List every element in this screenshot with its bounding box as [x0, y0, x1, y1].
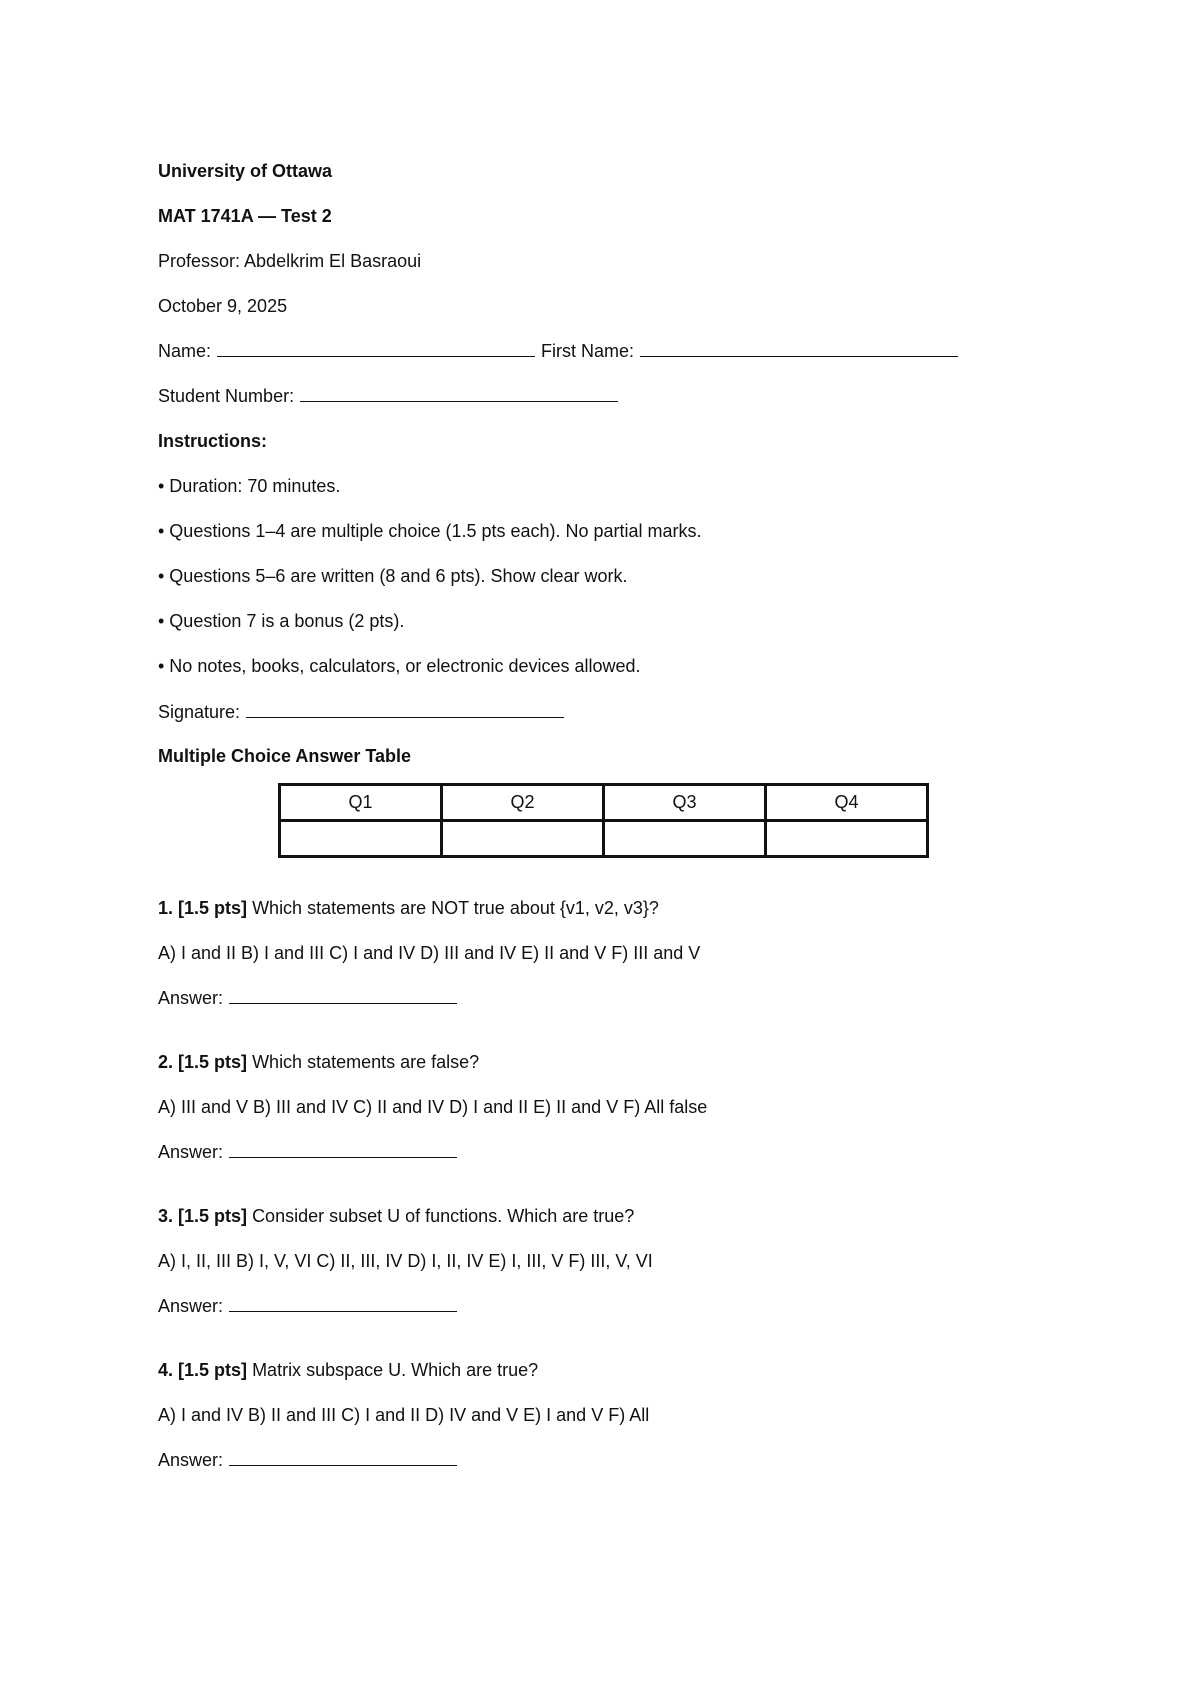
professor-line: Professor: Abdelkrim El Basraoui — [158, 251, 422, 271]
answer-cell-q3[interactable] — [604, 821, 766, 857]
question-4-answer-row — [158, 1448, 457, 1472]
answer-table — [278, 783, 929, 858]
signature-label: Signature: — [158, 702, 241, 722]
question-number: 4. — [158, 1360, 174, 1380]
name-label: Name: — [158, 341, 212, 361]
question-1-answer-row — [158, 986, 457, 1010]
question-1 — [158, 896, 659, 920]
answer-label: Answer: — [158, 1142, 224, 1162]
exam-page — [158, 0, 1058, 1696]
name-field[interactable] — [217, 340, 535, 357]
instruction-item: • Questions 5–6 are written (8 and 6 pts). Show clear work. — [158, 566, 628, 586]
question-2-answer-row — [158, 1140, 457, 1164]
answer-table-header-q3: Q3 — [604, 785, 766, 821]
question-number: 2. — [158, 1052, 174, 1072]
answer-cell-q1[interactable] — [280, 821, 442, 857]
student-number-label: Student Number: — [158, 386, 295, 406]
exam-date: October 9, 2025 — [158, 296, 288, 316]
answer-cell-q4[interactable] — [766, 821, 928, 857]
answer-label: Answer: — [158, 1450, 224, 1470]
answer-label: Answer: — [158, 988, 224, 1008]
question-2-answer-field[interactable] — [229, 1141, 457, 1158]
question-1-options: A) I and II B) I and III C) I and IV D) III and IV E) II and V F) III and V — [158, 943, 701, 963]
first-name-label: First Name: — [541, 341, 635, 361]
student-number-field[interactable] — [300, 385, 618, 402]
name-row — [158, 339, 958, 363]
answer-table-input-row — [280, 821, 928, 857]
answer-table-heading: Multiple Choice Answer Table — [158, 746, 412, 766]
answer-table-header-q4: Q4 — [766, 785, 928, 821]
instruction-item: • Questions 1–4 are multiple choice (1.5 pts each). No partial marks. — [158, 521, 702, 541]
question-points: [1.5 pts] — [178, 1206, 248, 1226]
question-4-options: A) I and IV B) II and III C) I and II D) IV and V E) I and V F) All — [158, 1405, 650, 1425]
question-4-answer-field[interactable] — [229, 1449, 457, 1466]
first-name-field[interactable] — [640, 340, 958, 357]
question-1-answer-field[interactable] — [229, 987, 457, 1004]
question-3-answer-field[interactable] — [229, 1295, 457, 1312]
student-number-row — [158, 384, 618, 408]
instruction-item: • No notes, books, calculators, or electronic devices allowed. — [158, 656, 641, 676]
signature-row — [158, 700, 564, 724]
question-number: 1. — [158, 898, 174, 918]
answer-label: Answer: — [158, 1296, 224, 1316]
question-3-answer-row — [158, 1294, 457, 1318]
question-text: Consider subset U of functions. Which are true? — [252, 1206, 635, 1226]
question-text: Matrix subspace U. Which are true? — [252, 1360, 539, 1380]
question-points: [1.5 pts] — [178, 1052, 248, 1072]
answer-cell-q2[interactable] — [442, 821, 604, 857]
question-4 — [158, 1358, 538, 1382]
question-points: [1.5 pts] — [178, 898, 248, 918]
question-number: 3. — [158, 1206, 174, 1226]
question-text: Which statements are NOT true about {v1, v2, v3}? — [252, 898, 659, 918]
question-text: Which statements are false? — [252, 1052, 480, 1072]
question-3 — [158, 1204, 634, 1228]
instruction-item: • Duration: 70 minutes. — [158, 476, 341, 496]
question-2 — [158, 1050, 479, 1074]
university-name: University of Ottawa — [158, 161, 333, 181]
answer-table-header-q1: Q1 — [280, 785, 442, 821]
question-2-options: A) III and V B) III and IV C) II and IV D) I and II E) II and V F) All false — [158, 1097, 708, 1117]
instruction-item: • Question 7 is a bonus (2 pts). — [158, 611, 405, 631]
answer-table-header-q2: Q2 — [442, 785, 604, 821]
signature-field[interactable] — [246, 701, 564, 718]
question-points: [1.5 pts] — [178, 1360, 248, 1380]
question-3-options: A) I, II, III B) I, V, VI C) II, III, IV D) I, II, IV E) I, III, V F) III, V, VI — [158, 1251, 653, 1271]
answer-table-header-row — [280, 785, 928, 821]
instructions-heading: Instructions: — [158, 431, 268, 451]
course-title: MAT 1741A — Test 2 — [158, 206, 332, 226]
